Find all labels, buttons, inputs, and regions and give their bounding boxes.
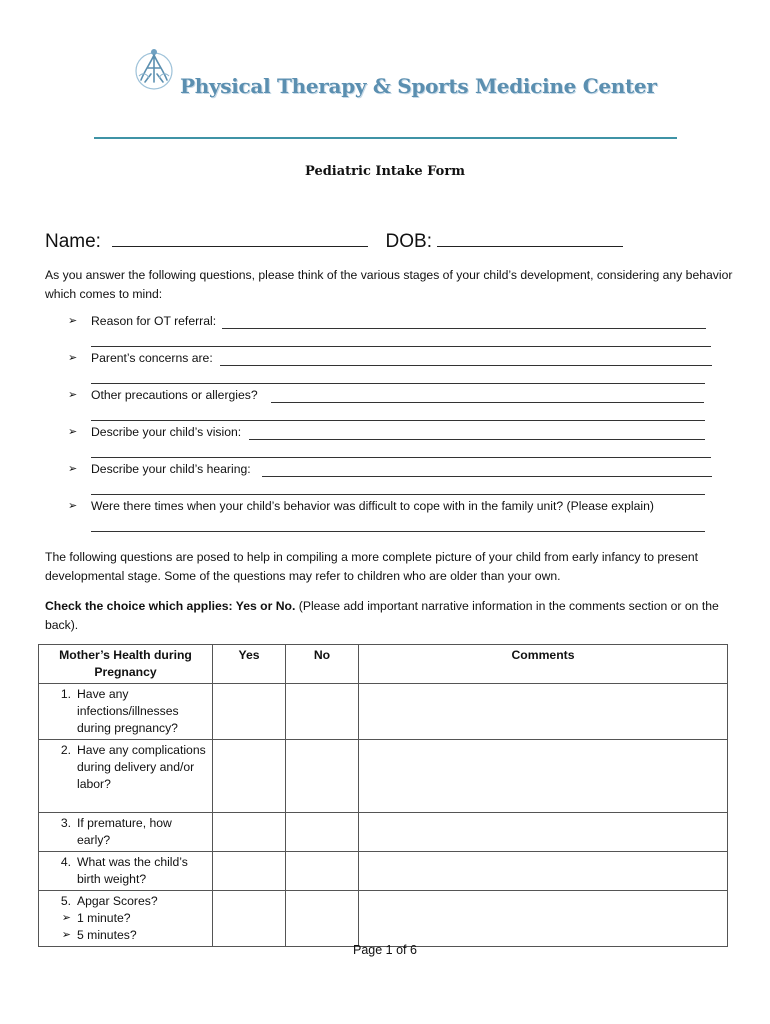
arrow-bullet-icon: ➢ [68,500,78,512]
comments-cell[interactable] [359,852,728,891]
question-label: Describe your child’s vision: [91,425,242,439]
no-cell[interactable] [286,891,359,947]
header-divider [94,137,677,139]
question-text: If premature, how early? [77,816,172,847]
question-number: 1. [60,687,71,701]
question-cell [39,813,213,852]
answer-line[interactable] [271,402,704,403]
arrow-bullet-icon: ➢ [61,929,71,941]
no-cell[interactable] [286,740,359,813]
yes-cell[interactable] [213,684,286,740]
table-row [39,813,728,852]
center-logo-icon [133,46,175,92]
sub-question [43,927,208,944]
column-header: No [286,645,359,684]
question-label: Other precautions or allergies? [91,388,258,402]
sub-question-text: 5 minutes? [77,928,137,942]
list-item [68,460,718,497]
yes-cell[interactable] [213,852,286,891]
dob-field[interactable] [437,229,623,247]
arrow-bullet-icon: ➢ [68,352,78,364]
table-row [39,891,728,947]
answer-line[interactable] [91,531,705,532]
question-label: Parent’s concerns are: [91,351,213,365]
question-text: What was the child’s birth weight? [77,855,188,886]
arrow-bullet-icon: ➢ [68,463,78,475]
answer-line[interactable] [249,439,705,440]
org-name: Physical Therapy & Sports Medicine Center [180,74,657,98]
column-header: Yes [213,645,286,684]
comments-cell[interactable] [359,813,728,852]
answer-line[interactable] [91,420,705,421]
comments-cell[interactable] [359,684,728,740]
mother-health-table [38,644,728,947]
arrow-bullet-icon: ➢ [68,426,78,438]
name-dob-line [45,229,623,253]
column-header: Comments [359,645,728,684]
check-instructions-bold: Check the choice which applies: Yes or No. [45,599,296,613]
question-text: Apgar Scores? [77,894,158,908]
table-row [39,740,728,813]
dob-label: DOB: [385,231,432,252]
check-instructions-rest: (Please add important narrative information in the comments section or on the back). [45,599,719,632]
question-number: 3. [60,816,71,830]
arrow-bullet-icon: ➢ [68,315,78,327]
comments-cell[interactable] [359,740,728,813]
check-instructions [45,597,735,635]
answer-line[interactable] [91,457,711,458]
info-paragraph: The following questions are posed to help in compiling a more complete picture of your child from early infancy to present developmental stage. Some of the questions may refer to children who are older than your own. [45,550,699,583]
comments-cell[interactable] [359,891,728,947]
answer-line[interactable] [91,346,711,347]
list-item [68,349,718,386]
question-label: Describe your child’s hearing: [91,462,251,476]
answer-line[interactable] [262,476,712,477]
intro-paragraph: As you answer the following questions, please think of the various stages of your child’s development, considering any behavior which comes to mind: [45,268,733,301]
name-field[interactable] [112,229,368,247]
question-number: 5. [60,894,71,908]
yes-cell[interactable] [213,891,286,947]
yes-cell[interactable] [213,813,286,852]
question-number: 4. [60,855,71,869]
yes-cell[interactable] [213,740,286,813]
arrow-bullet-icon: ➢ [61,912,71,924]
table-row [39,852,728,891]
answer-line[interactable] [222,328,706,329]
sub-question [43,910,208,927]
arrow-bullet-icon: ➢ [68,389,78,401]
list-item [68,312,718,349]
no-cell[interactable] [286,852,359,891]
name-label: Name: [45,231,101,252]
question-label: Were there times when your child’s behavior was difficult to cope with in the family unit? (Please explain) [91,499,654,513]
column-header: Mother’s Health during Pregnancy [39,645,213,684]
question-label: Reason for OT referral: [91,314,217,328]
list-item [68,497,718,534]
question-number: 2. [60,743,71,757]
question-cell [39,891,213,947]
question-text: Have any complications during delivery and/or labor? [77,743,206,791]
sub-question-text: 1 minute? [77,911,131,925]
question-text: Have any infections/illnesses during pregnancy? [77,687,179,735]
list-item [68,423,718,460]
list-item [68,386,718,423]
question-cell [39,740,213,813]
form-title: Pediatric Intake Form [305,164,465,179]
table-header-row [39,645,728,684]
table-row [39,684,728,740]
page-number: Page 1 of 6 [353,943,417,957]
question-cell [39,852,213,891]
answer-line[interactable] [91,383,705,384]
question-cell [39,684,213,740]
answer-line[interactable] [91,494,705,495]
no-cell[interactable] [286,813,359,852]
no-cell[interactable] [286,684,359,740]
question-list [68,312,718,534]
answer-line[interactable] [220,365,712,366]
